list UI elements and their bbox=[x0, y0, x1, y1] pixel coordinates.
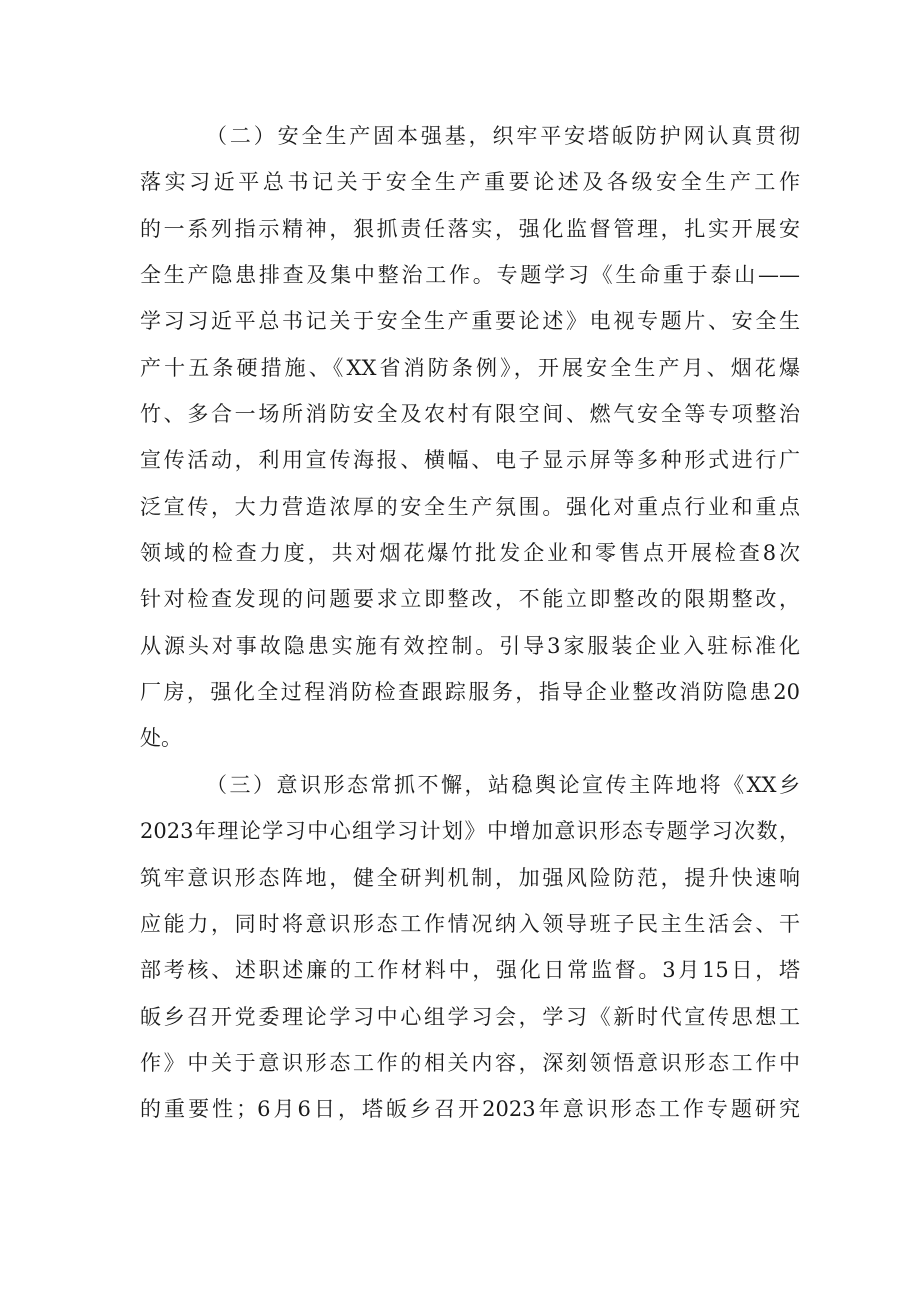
document-body bbox=[140, 113, 800, 1133]
text-line: （二）安全生产固本强基，织牢平安塔皈防护网认真贯彻 bbox=[206, 124, 800, 148]
text-line: 的重要性；6月6日，塔皈乡召开2023年意识形态工作专题研究 bbox=[140, 1097, 800, 1122]
text-line: 竹、多合一场所消防安全及农村有限空间、燃气安全等专项整治 bbox=[140, 402, 800, 427]
text-line: 处。 bbox=[140, 726, 182, 751]
text-line: 落实习近平总书记关于安全生产重要论述及各级安全生产工作 bbox=[140, 170, 800, 195]
text-line: 部考核、述职述廉的工作材料中，强化日常监督。3月15日，塔 bbox=[140, 958, 800, 983]
text-line: 应能力，同时将意识形态工作情况纳入领导班子民主生活会、干 bbox=[140, 911, 800, 936]
text-line: （三）意识形态常抓不懈，站稳舆论宣传主阵地将《XX乡 bbox=[206, 772, 800, 797]
text-line: 泛宣传，大力营造浓厚的安全生产氛围。强化对重点行业和重点 bbox=[140, 494, 800, 519]
paragraph-ideology bbox=[140, 762, 800, 1133]
paragraph-safety-production bbox=[140, 113, 800, 762]
text-line: 从源头对事故隐患实施有效控制。引导3家服装企业入驻标准化 bbox=[140, 633, 800, 658]
text-line: 学习习近平总书记关于安全生产重要论述》电视专题片、安全生 bbox=[140, 309, 800, 334]
text-line: 的一系列指示精神，狠抓责任落实，强化监督管理，扎实开展安 bbox=[140, 216, 800, 241]
text-line: 皈乡召开党委理论学习中心组学习会，学习《新时代宣传思想工 bbox=[140, 1004, 800, 1029]
text-line: 领域的检查力度，共对烟花爆竹批发企业和零售点开展检查8次 bbox=[140, 541, 800, 566]
text-line: 宣传活动，利用宣传海报、横幅、电子显示屏等多种形式进行广 bbox=[140, 448, 800, 473]
text-line: 作》中关于意识形态工作的相关内容，深刻领悟意识形态工作中 bbox=[140, 1050, 800, 1075]
text-line: 2023年理论学习中心组学习计划》中增加意识形态专题学习次数， bbox=[140, 819, 800, 844]
text-line: 针对检查发现的问题要求立即整改，不能立即整改的限期整改， bbox=[140, 587, 800, 612]
text-line: 全生产隐患排查及集中整治工作。专题学习《生命重于泰山—— bbox=[140, 263, 800, 288]
text-line: 产十五条硬措施、《XX省消防条例》，开展安全生产月、烟花爆 bbox=[140, 355, 800, 380]
text-line: 厂房，强化全过程消防检查跟踪服务，指导企业整改消防隐患20 bbox=[140, 680, 800, 705]
text-line: 筑牢意识形态阵地，健全研判机制，加强风险防范，提升快速响 bbox=[140, 865, 800, 890]
